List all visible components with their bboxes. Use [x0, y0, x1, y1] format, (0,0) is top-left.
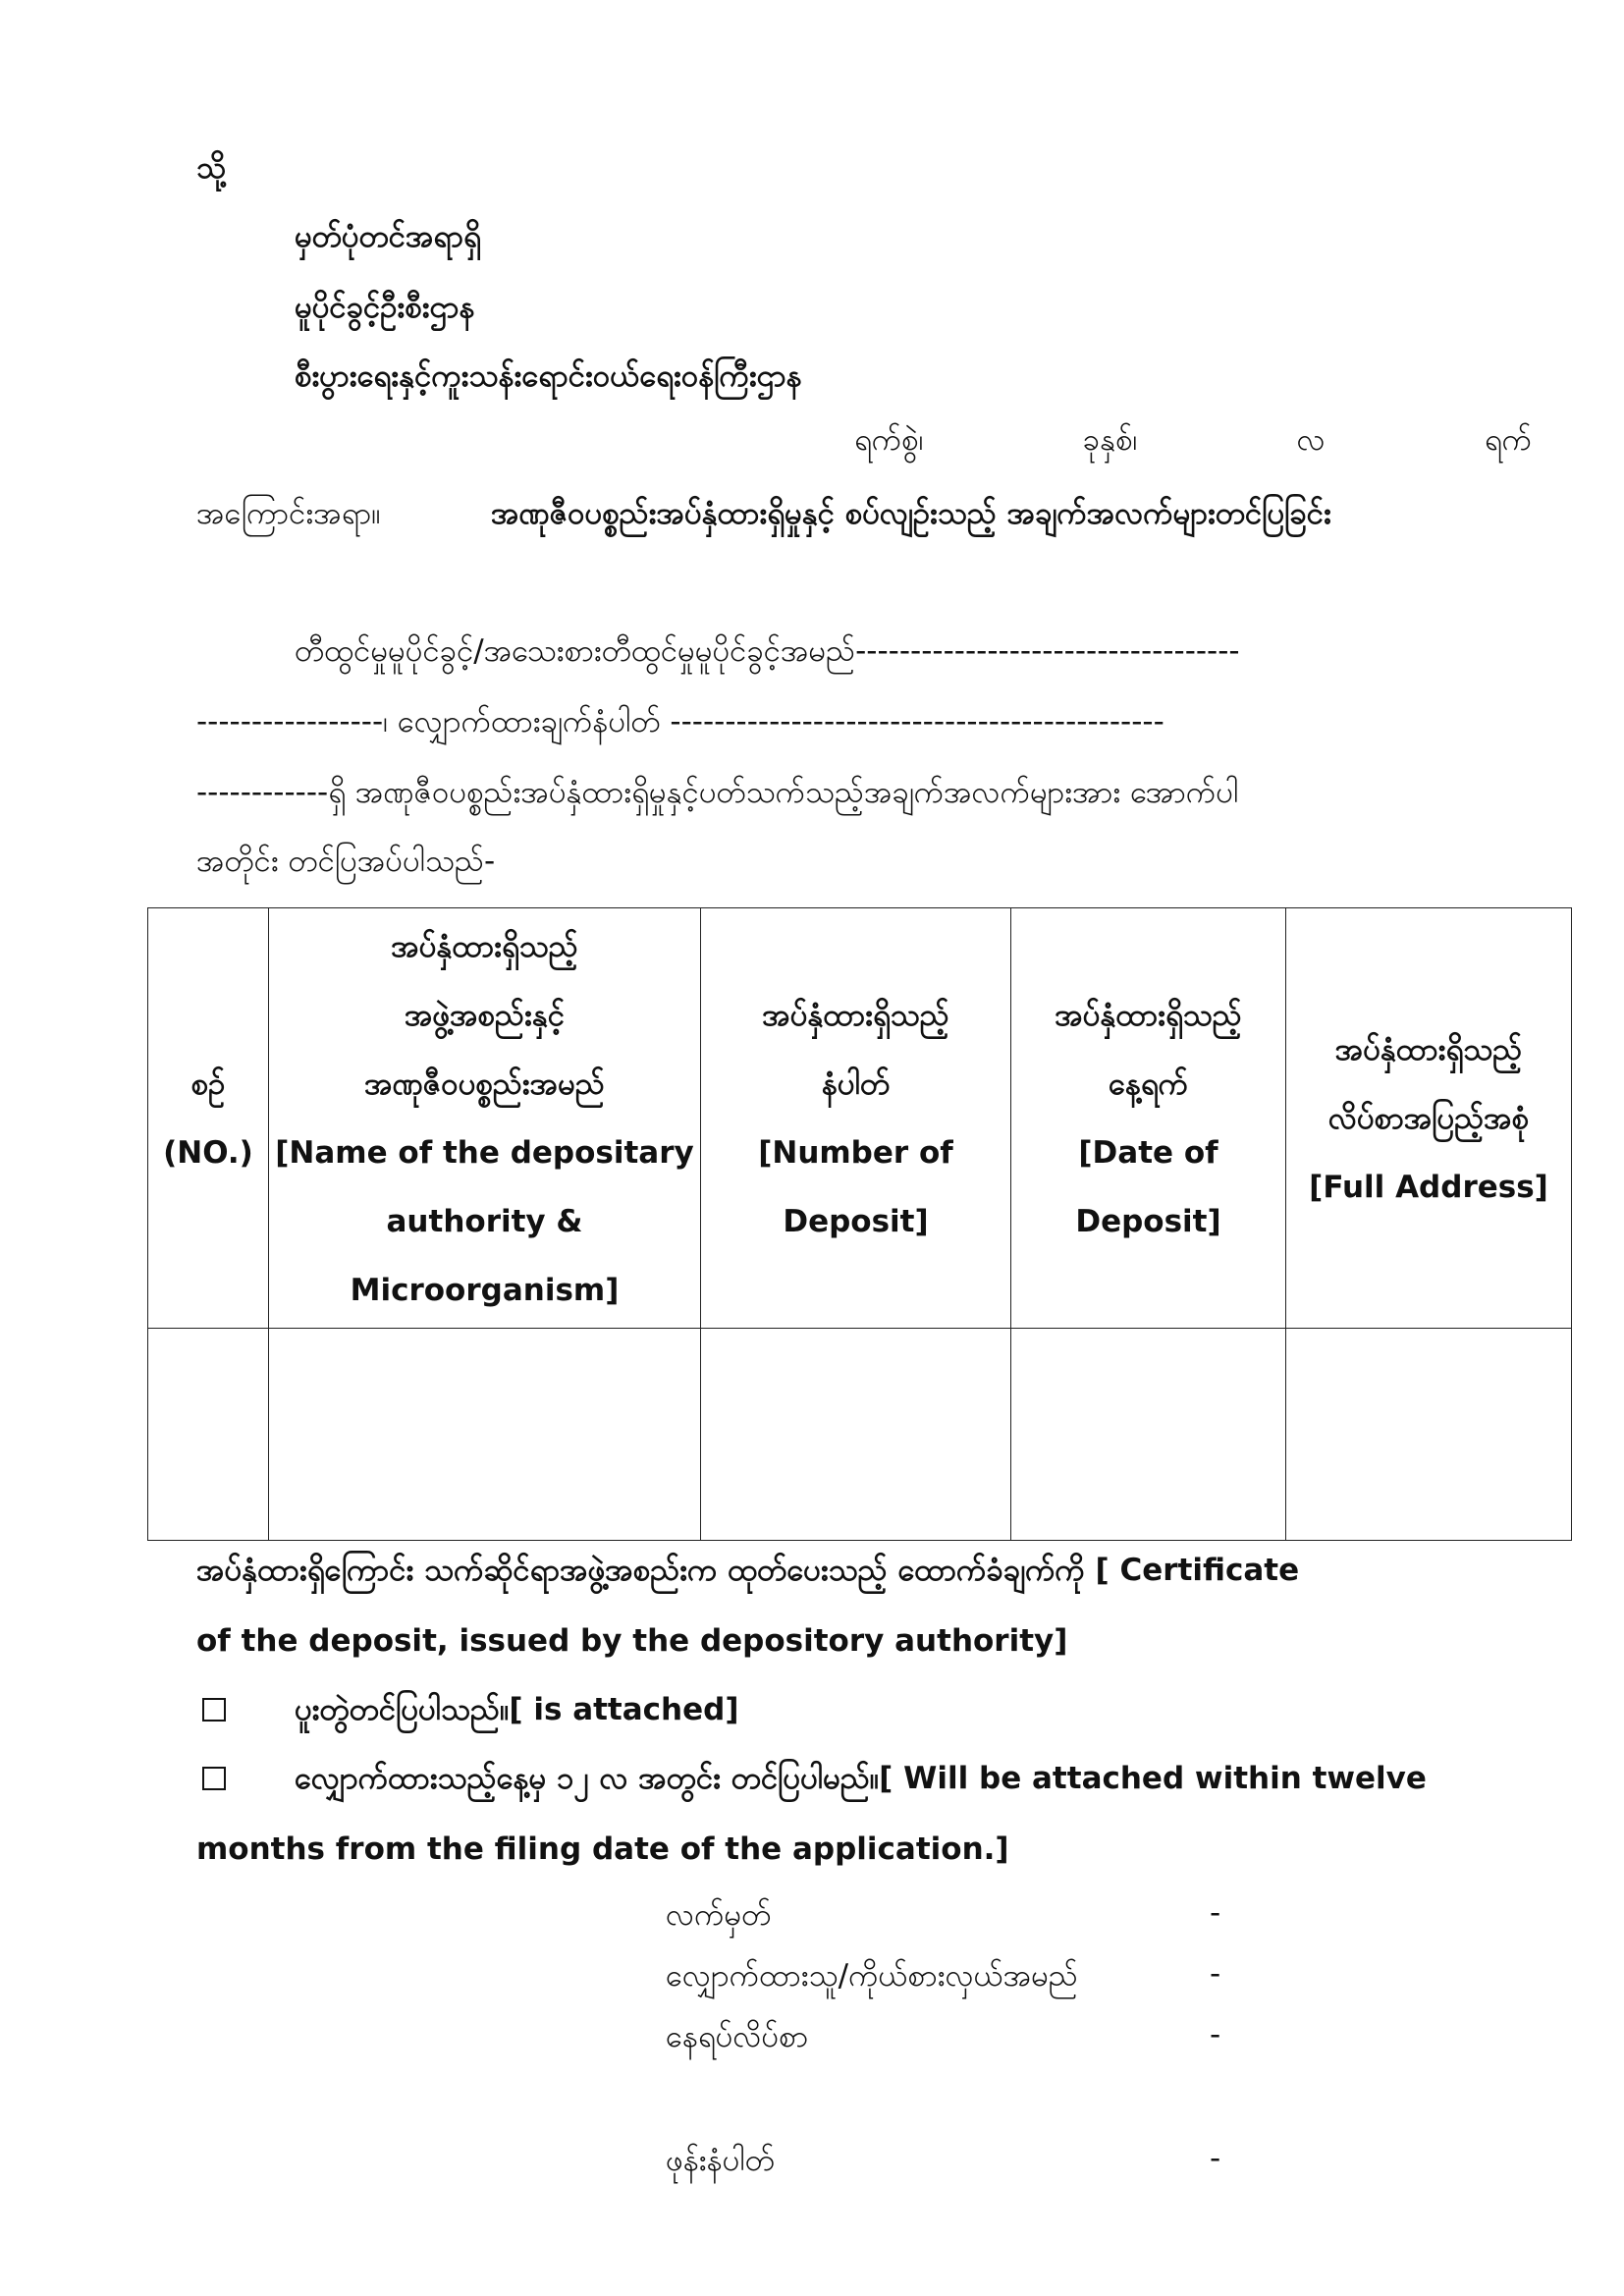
cell-address[interactable] — [1286, 1329, 1572, 1541]
table-row — [148, 1329, 1572, 1541]
signature-label: လက်မှတ် — [666, 1897, 772, 1933]
header-no: စဉ် (NO.) — [148, 908, 269, 1329]
table-header-row — [148, 908, 1572, 1329]
applicant-name-label: လျှောက်ထားသူ/ကိုယ်စားလှယ်အမည် — [666, 1958, 1078, 1994]
cell-date[interactable] — [1011, 1329, 1286, 1541]
address-dash: - — [1210, 2017, 1221, 2052]
phone-label: ဖုန်းနံပါတ် — [666, 2143, 775, 2178]
checkbox-attached[interactable] — [202, 1698, 226, 1725]
phone-dash: - — [1210, 2141, 1221, 2176]
address-label: နေရပ်လိပ်စာ — [666, 2019, 809, 2054]
recipient-line-3: စီးပွားရေးနှင့်ကူးသန်းရောင်းဝယ်ရေးဝန်ကြီးဌာန — [295, 358, 802, 394]
month-label: လ — [1296, 422, 1326, 458]
body-line-2: -----------------၊ လျှောက်ထားချက်နံပါတ် --------------------------------------------- — [196, 704, 1164, 739]
subject-text: အဏုဇီဝပစ္စည်းအပ်နှံထားရှိမှုနှင့် စပ်လျဉ်းသည့် အချက်အလက်များတင်ပြခြင်း — [491, 496, 1331, 531]
option-later-label: လျှောက်ထားသည့်နေ့မှ ၁၂ လ အတွင်း တင်ပြပါမည်။[ Will be attached within twelve — [295, 1761, 1427, 1796]
cell-name[interactable] — [269, 1329, 701, 1541]
applicant-name-dash: - — [1210, 1956, 1221, 1992]
deposit-table — [147, 907, 1572, 1541]
checkbox-later[interactable] — [202, 1767, 226, 1794]
header-name: အပ်နှံထားရှိသည့် အဖွဲ့အစည်းနှင့် အဏုဇီဝပစ္စည်းအမည် [Name of the depositary authority & Microorganism] — [269, 908, 701, 1329]
certificate-line-2: of the deposit, issued by the depository authority] — [196, 1623, 1068, 1659]
option-later-label-cont: months from the filing date of the application.] — [196, 1831, 1009, 1867]
body-line-4: အတိုင်း တင်ပြအပ်ပါသည်- — [196, 844, 496, 879]
date-row — [854, 420, 1532, 465]
certificate-line-1: အပ်နှံထားရှိကြောင်း သက်ဆိုင်ရာအဖွဲ့အစည်းက ထုတ်ပေးသည့် ထောက်ခံချက်ကို [ Certificate — [196, 1553, 1300, 1588]
recipient-line-2: မူပိုင်ခွင့်ဦးစီးဌာန — [295, 290, 475, 325]
recipient-line-1: မှတ်ပုံတင်အရာရှိ — [295, 219, 481, 254]
subject-label: အကြောင်းအရာ။ — [196, 496, 381, 531]
header-address: အပ်နှံထားရှိသည့် လိပ်စာအပြည့်အစုံ [Full Address] — [1286, 908, 1572, 1329]
header-date: အပ်နှံထားရှိသည့် နေ့ရက် [Date of Deposit] — [1011, 908, 1286, 1329]
option-attached-label: ပူးတွဲတင်ပြပါသည်။[ is attached] — [295, 1692, 739, 1727]
cell-number[interactable] — [701, 1329, 1011, 1541]
signature-dash: - — [1210, 1895, 1221, 1931]
header-number: အပ်နှံထားရှိသည့် နံပါတ် [Number of Deposit] — [701, 908, 1011, 1329]
cell-no[interactable] — [148, 1329, 269, 1541]
body-line-1: တီထွင်မှုမူပိုင်ခွင့်/အသေးစားတီထွင်မှုမူပိုင်ခွင့်အမည်----------------------------------- — [295, 633, 1240, 669]
body-line-3: ------------ရှိ အဏုဇီဝပစ္စည်းအပ်နှံထားရှိမှုနှင့်ပတ်သက်သည့်အချက်အလက်များအား အောက်ပါ — [196, 775, 1239, 810]
to-label: သို့ — [196, 150, 226, 186]
year-label: ခုနှစ်၊ — [1082, 422, 1138, 458]
day-label: ရက် — [1484, 422, 1532, 458]
date-label: ရက်စွဲ၊ — [854, 422, 924, 458]
